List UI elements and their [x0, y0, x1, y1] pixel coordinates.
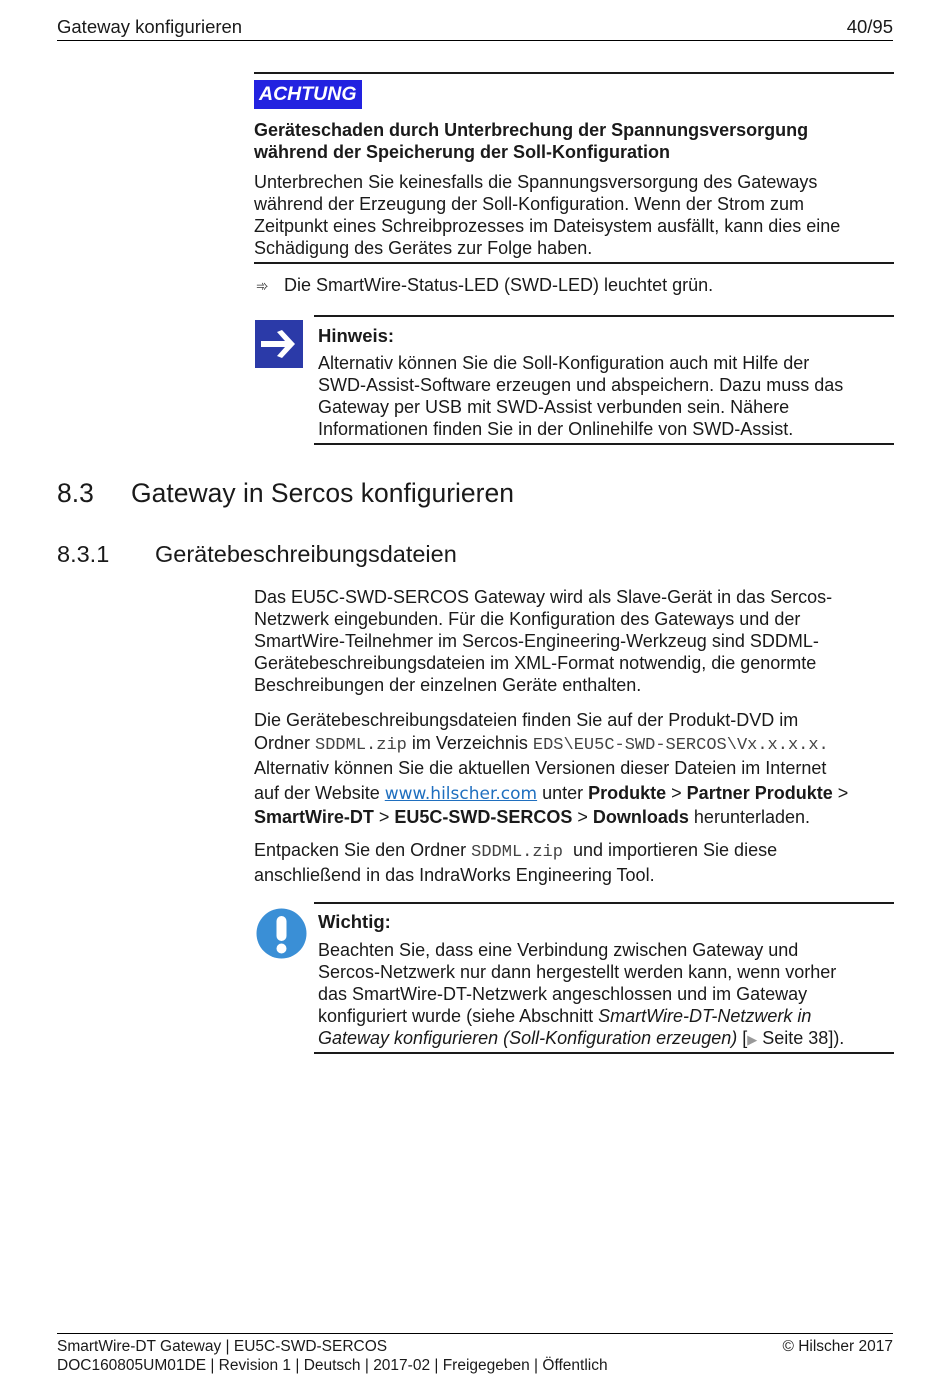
section-reference: Gateway konfigurieren (Soll-Konfiguration erzeugen) — [318, 1028, 738, 1048]
paragraph-line: Gerätebeschreibungsdateien im XML-Format notwendig, die genormte — [254, 653, 817, 673]
text-run: herunterladen. — [688, 807, 811, 827]
footer-copyright: © Hilscher 2017 — [782, 1338, 893, 1355]
text-run: Entpacken Sie den Ordner — [254, 840, 472, 860]
menu-path-bold: SmartWire-DT — [254, 807, 374, 827]
code-filename: SDDML.zip — [471, 843, 563, 862]
code-path: EDS\EU5C-SWD-SERCOS\Vx.x.x.x. — [532, 736, 829, 755]
subsection-title: Gerätebeschreibungsdateien — [155, 541, 457, 567]
menu-path-bold: EU5C-SWD-SERCOS — [394, 807, 573, 827]
important-line: Beachten Sie, dass eine Verbindung zwischen Gateway und — [318, 940, 799, 960]
arrow-right-icon — [255, 320, 303, 368]
page-reference[interactable]: Seite 38 — [757, 1028, 829, 1048]
important-line: das SmartWire-DT-Netzwerk angeschlossen und im Gateway — [318, 984, 808, 1004]
website-link[interactable]: www.hilscher.com — [384, 784, 538, 804]
text-run: > — [832, 783, 849, 803]
paragraph-intro — [254, 586, 894, 696]
menu-path-bold: Partner Produkte — [686, 783, 833, 803]
important-bottom-rule — [314, 1052, 894, 1054]
note-body-line: Gateway per USB mit SWD-Assist verbunden sein. Nähere — [318, 397, 790, 417]
important-body — [318, 939, 894, 1051]
paragraph-line: Netzwerk eingebunden. Für die Konfiguration des Gateways und der — [254, 609, 801, 629]
note-body-line: SWD-Assist-Software erzeugen und abspeichern. Dazu muss das — [318, 375, 844, 395]
paragraph-files — [254, 709, 904, 829]
important-title: Wichtig: — [318, 911, 391, 932]
menu-path-bold: Produkte — [588, 783, 667, 803]
result-arrow-icon: ➾ — [256, 278, 269, 295]
paragraph-line: Die Gerätebeschreibungsdateien finden Sie auf der Produkt-DVD im — [254, 710, 799, 730]
paragraph-line: SmartWire-Teilnehmer im Sercos-Engineering-Werkzeug sind SDDML- — [254, 631, 819, 651]
paragraph-line — [254, 839, 894, 864]
paragraph-line — [254, 732, 904, 757]
important-top-rule — [314, 902, 894, 904]
important-line — [318, 1005, 894, 1027]
section-reference: SmartWire-DT-Netzwerk in — [598, 1006, 812, 1026]
note-body-line: Alternativ können Sie die Soll-Konfiguration auch mit Hilfe der — [318, 353, 810, 373]
text-run: unter — [537, 783, 589, 803]
note-body-line: Informationen finden Sie in der Onlinehilfe von SWD-Assist. — [318, 419, 794, 439]
paragraph-line — [254, 782, 904, 806]
page-number: 40/95 — [846, 16, 893, 37]
paragraph-line: anschließend in das IndraWorks Engineering Tool. — [254, 865, 655, 885]
section-title: Gateway in Sercos konfigurieren — [131, 478, 514, 508]
warning-top-rule — [254, 72, 894, 74]
paragraph-line — [254, 806, 904, 829]
result-text: Die SmartWire-Status-LED (SWD-LED) leuchtet grün. — [284, 275, 714, 295]
text-run: und importieren Sie diese — [562, 840, 778, 860]
footer-document-info: DOC160805UM01DE | Revision 1 | Deutsch | 2017-02 | Freigegeben | Öffentlich — [57, 1357, 608, 1374]
warning-title — [254, 119, 894, 163]
exclamation-icon — [256, 908, 307, 959]
important-line — [318, 1027, 894, 1051]
section-number: 8.3 — [57, 478, 94, 508]
text-run: konfiguriert wurde (siehe Abschnitt — [318, 1006, 599, 1026]
important-line: Sercos-Netzwerk nur dann hergestellt werden kann, wenn vorher — [318, 962, 837, 982]
paragraph-unpack — [254, 839, 894, 886]
warning-body — [254, 171, 894, 259]
note-title: Hinweis: — [318, 325, 395, 346]
menu-path-bold: Downloads — [592, 807, 689, 827]
warning-body-line: Unterbrechen Sie keinesfalls die Spannungsversorgung des Gateways — [254, 172, 818, 192]
paragraph-line: Beschreibungen der einzelnen Geräte enthalten. — [254, 675, 642, 695]
text-run: [ — [737, 1028, 748, 1048]
page-header — [57, 14, 893, 41]
text-run: > — [572, 807, 593, 827]
note-bottom-rule — [314, 443, 894, 445]
header-title: Gateway konfigurieren — [57, 16, 243, 37]
text-run: ]). — [828, 1028, 845, 1048]
warning-body-line: Zeitpunkt eines Schreibprozesses im Dateisystem ausfällt, kann dies eine — [254, 216, 841, 236]
subsection-heading — [57, 541, 457, 568]
warning-body-line: Schädigung des Gerätes zur Folge haben. — [254, 238, 593, 258]
text-run: auf der Website — [254, 783, 385, 803]
text-run: im Verzeichnis — [406, 733, 533, 753]
warning-title-line: Geräteschaden durch Unterbrechung der Spannungsversorgung — [254, 120, 809, 140]
warning-body-line: während der Erzeugung der Soll-Konfiguration. Wenn der Strom zum — [254, 194, 804, 214]
paragraph-line: Alternativ können Sie die aktuellen Versionen dieser Dateien im Internet — [254, 758, 827, 778]
paragraph-line: Das EU5C-SWD-SERCOS Gateway wird als Slave-Gerät in das Sercos- — [254, 587, 833, 607]
section-heading — [57, 478, 514, 509]
subsection-number: 8.3.1 — [57, 541, 110, 567]
result-line — [256, 274, 713, 298]
text-run: > — [373, 807, 395, 827]
footer-product: SmartWire-DT Gateway | EU5C-SWD-SERCOS — [57, 1338, 388, 1355]
text-run: > — [666, 783, 687, 803]
note-top-rule — [314, 315, 894, 317]
page-reference-icon: ▶ — [747, 1032, 758, 1047]
code-filename: SDDML.zip — [315, 736, 407, 755]
warning-badge: ACHTUNG — [254, 80, 362, 109]
note-body — [318, 352, 894, 440]
text-run: Ordner — [254, 733, 316, 753]
warning-bottom-rule — [254, 262, 894, 264]
page-footer — [57, 1333, 893, 1375]
warning-title-line: während der Speicherung der Soll-Konfiguration — [254, 142, 671, 162]
